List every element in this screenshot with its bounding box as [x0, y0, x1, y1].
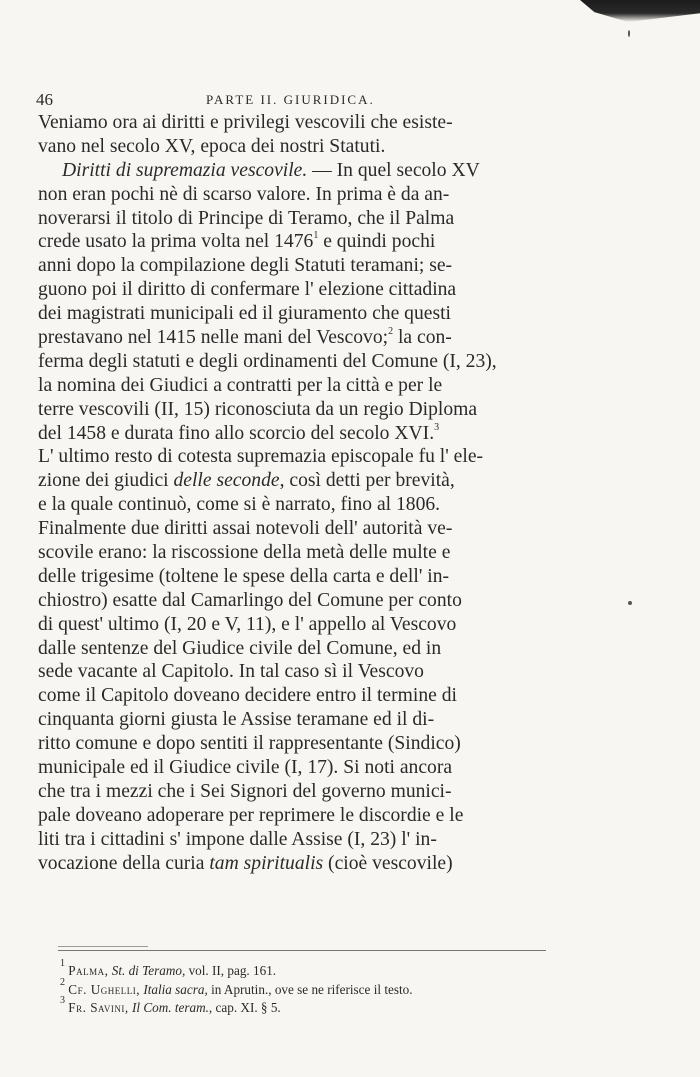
footnote-ref: 1: [313, 230, 319, 242]
text-line: [38, 422, 546, 446]
text-line: ritto comune e dopo sentiti il rappresentante (Sindico): [38, 733, 461, 755]
text-span: e quindi pochi: [318, 231, 436, 253]
italic-term: delle seconde: [173, 470, 280, 492]
text-line: vano nel secolo XV, epoca dei nostri Statuti.: [38, 135, 386, 157]
scan-edge-smudge: [580, 0, 700, 22]
text-line: guono poi il diritto di confermare l' elezione cittadina: [38, 279, 457, 301]
text-line: che tra i mezzi che i Sei Signori del governo munici-: [38, 780, 452, 802]
text-line: anni dopo la compilazione degli Statuti teramani; se-: [38, 255, 453, 277]
text-line: chiostro) esatte dal Camarlingo del Comune per conto: [38, 589, 462, 611]
text-span: zione dei giudici: [38, 470, 174, 492]
text-span: — In quel secolo XV: [307, 159, 480, 181]
text-line: terre vescovili (II, 15) riconosciuta da un regio Diploma: [38, 398, 478, 420]
text-line: delle trigesime (toltene le spese della carta e dell' in-: [38, 565, 450, 587]
text-line: Veniamo ora ai diritti e privilegi vescovili che esiste-: [38, 112, 453, 133]
footnote-text: vol. II, pag. 161.: [185, 963, 277, 978]
text-line: [38, 469, 546, 493]
running-head: PARTE II. GIURIDICA.: [206, 92, 375, 107]
footnote-divider: [58, 950, 546, 951]
text-line: non eran pochi nè di scarso valore. In prima è da an-: [38, 183, 450, 205]
text-line: dei magistrati municipali ed il giuramento che questi: [38, 303, 451, 325]
footnote-text: in Aprutin., ove se ne riferisce il testo.: [207, 981, 413, 997]
footnotes: [60, 958, 550, 1018]
footnote-title: Italia sacra,: [143, 981, 208, 997]
footnote-text: cap. XI. § 5.: [212, 1000, 281, 1015]
text-line: [38, 326, 546, 350]
text-line: noverarsi il titolo di Principe di Teramo, che il Palma: [38, 207, 455, 229]
text-line: la nomina dei Giudici a contratti per la città e per le: [38, 374, 443, 396]
footnote-author: Cf. Ughelli,: [68, 981, 141, 997]
text-line: L' ultimo resto di cotesta supremazia episcopale fu l' ele-: [38, 446, 484, 468]
body-text: [38, 111, 546, 876]
footnote-ref: 3: [434, 421, 440, 433]
text-line: scovile erano: la riscossione della metà delle multe e: [38, 542, 451, 564]
footnote-mark: 2: [60, 976, 65, 988]
text-span: crede usato la prima volta nel 1476: [38, 231, 314, 253]
footnote-author: Palma,: [68, 963, 109, 978]
text-line: pale doveano adoperare per reprimere le discordie e le: [38, 804, 464, 826]
footnote-mark: 1: [60, 958, 65, 969]
footnote-divider-short: [58, 946, 148, 947]
page-number: 46: [36, 90, 53, 109]
text-line: Finalmente due diritti assai notevoli dell' autorità ve-: [38, 518, 453, 540]
text-line: municipale ed il Giudice civile (I, 17). Si noti ancora: [38, 757, 453, 779]
text-line: ferma degli statuti e degli ordinamenti del Comune (I, 23),: [38, 350, 497, 372]
footnote-ref: 2: [388, 326, 394, 338]
text-line: [38, 159, 546, 183]
text-span: del 1458 e durata fino allo scorcio del secolo XVI.: [38, 422, 435, 444]
footnote-author: Fr. Savini,: [68, 1000, 129, 1015]
text-line: dalle sentenze del Giudice civile del Comune, ed in: [38, 637, 442, 659]
text-line: liti tra i cittadini s' impone dalle Assise (I, 23) l' in-: [38, 828, 437, 850]
text-line: di quest' ultimo (I, 20 e V, 11), e l' appello al Vescovo: [38, 613, 457, 635]
italic-term: tam spiritualis: [209, 852, 324, 874]
scan-speck: [628, 30, 630, 37]
footnote-title: Il Com. teram.,: [132, 1000, 213, 1015]
footnote-2: [60, 976, 550, 1000]
text-span: la con-: [393, 327, 452, 349]
scan-speck: [628, 601, 632, 605]
footnote-3: [60, 995, 550, 1018]
text-line: sede vacante al Capitolo. In tal caso sì il Vescovo: [38, 661, 424, 683]
text-span: , così detti per brevità,: [279, 470, 455, 492]
text-span: prestavano nel 1415 nelle mani del Vescovo;: [38, 327, 389, 349]
text-line: come il Capitolo doveano decidere entro il termine di: [38, 685, 457, 707]
section-heading: Diritti di supremazia vescovile.: [62, 159, 308, 181]
text-span: vocazione della curia: [38, 852, 210, 874]
footnote-1: [60, 958, 550, 981]
text-line: e la quale continuò, come si è narrato, fino al 1806.: [38, 494, 441, 516]
text-span: (cioè vescovile): [323, 852, 453, 874]
footnote-title: St. di Teramo,: [111, 963, 186, 978]
text-line: [38, 852, 546, 876]
text-line: [38, 230, 546, 254]
text-line: cinquanta giorni giusta le Assise teramane ed il di-: [38, 709, 435, 731]
footnote-mark: 3: [60, 995, 65, 1006]
page-header: [36, 90, 556, 112]
